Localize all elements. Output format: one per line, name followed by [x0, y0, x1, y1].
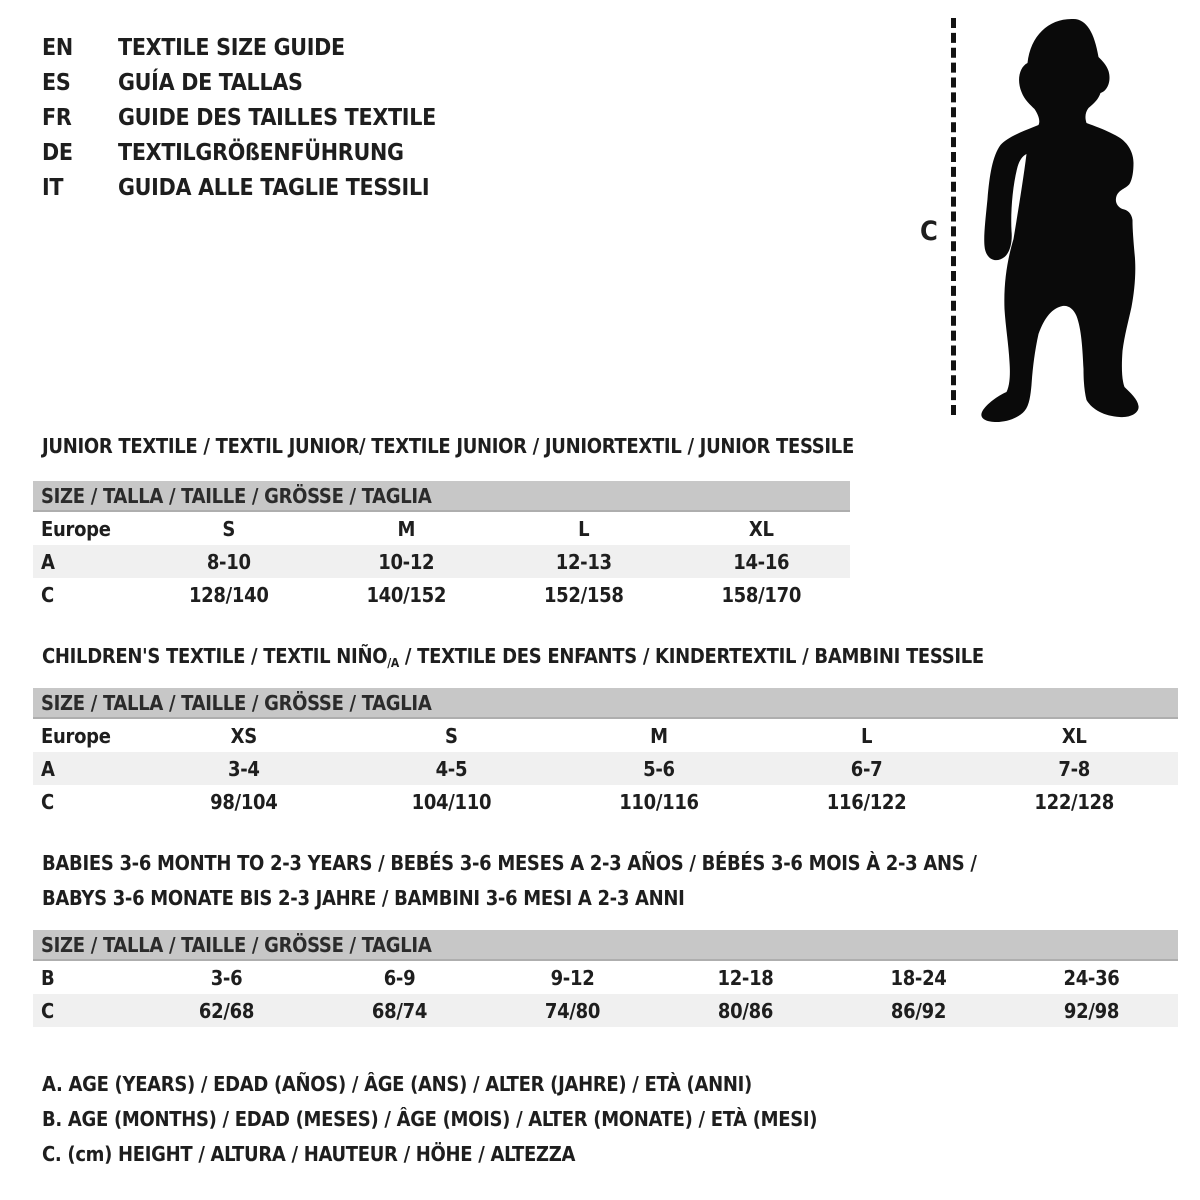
legend-line-c: C. (cm) HEIGHT / ALTURA / HAUTEUR / HÖHE / ALTEZZA [42, 1141, 576, 1166]
table-row [33, 994, 1178, 1027]
lang-row-fr [42, 100, 436, 135]
table-row [33, 930, 1178, 960]
height-cell: 98/104 [210, 789, 278, 814]
height-cell: 104/110 [411, 789, 492, 814]
junior-size-table [33, 481, 850, 611]
table-row [33, 481, 850, 511]
row-label: C [41, 582, 54, 607]
row-label: A [33, 752, 140, 785]
height-measure-dashed-line [951, 18, 956, 415]
table-row [33, 785, 1178, 818]
toddler-silhouette [968, 13, 1154, 425]
lang-title: GUIDE DES TAILLES TEXTILE [118, 104, 436, 131]
language-title-list [42, 30, 436, 205]
row-label: C [33, 994, 140, 1027]
babies-size-table [33, 930, 1178, 1027]
lang-row-es [42, 65, 436, 100]
children-title-suffix: / TEXTILE DES ENFANTS / KINDERTEXTIL / BAMBINI TESSILE [398, 644, 984, 668]
height-cell: 122/128 [1034, 789, 1114, 814]
row-label: A [33, 545, 140, 578]
row-label: Europe [41, 516, 111, 541]
age-cell: 6-9 [383, 965, 416, 990]
height-cell: 140/152 [366, 582, 447, 607]
junior-section-title: JUNIOR TEXTILE / TEXTIL JUNIOR/ TEXTILE JUNIOR / JUNIORTEXTIL / JUNIOR TESSILE [42, 434, 854, 458]
row-label: C [41, 789, 54, 814]
lang-row-de [42, 135, 436, 170]
height-cell: 152/158 [543, 582, 624, 607]
size-cell: S [222, 516, 236, 541]
legend-line-b: B. AGE (MONTHS) / EDAD (MESES) / ÂGE (MOIS) / ALTER (MONATE) / ETÀ (MESI) [42, 1106, 818, 1131]
height-cell: 110/116 [619, 789, 699, 814]
age-cell: 8-10 [140, 545, 318, 578]
age-cell: 3-4 [140, 752, 348, 785]
legend-line-a: A. AGE (YEARS) / EDAD (AÑOS) / ÂGE (ANS) / ALTER (JAHRE) / ETÀ (ANNI) [42, 1071, 752, 1096]
age-cell: 12-13 [495, 545, 673, 578]
age-cell: 24-36 [1063, 965, 1120, 990]
height-cell: 80/86 [659, 994, 832, 1027]
height-cell: 116/122 [826, 789, 907, 814]
age-cell: 7-8 [970, 752, 1178, 785]
row-label: B [41, 965, 55, 990]
size-header-bar: SIZE / TALLA / TAILLE / GRÖSSE / TAGLIA [33, 688, 1178, 718]
table-row [33, 688, 1178, 718]
age-cell: 10-12 [318, 545, 496, 578]
lang-code: FR [42, 104, 72, 131]
size-header-bar: SIZE / TALLA / TAILLE / GRÖSSE / TAGLIA [33, 930, 1178, 960]
lang-code: EN [42, 34, 73, 61]
table-row [33, 545, 850, 578]
row-label: Europe [41, 723, 111, 748]
age-cell: 18-24 [890, 965, 947, 990]
age-cell: 3-6 [210, 965, 243, 990]
height-cell: 68/74 [313, 994, 486, 1027]
table-row [33, 718, 1178, 752]
size-cell: L [860, 723, 873, 748]
lang-row-it [42, 170, 436, 205]
babies-section-title-line1: BABIES 3-6 MONTH TO 2-3 YEARS / BEBÉS 3-6 MESES A 2-3 AÑOS / BÉBÉS 3-6 MOIS À 2-3 ANS / [42, 851, 977, 875]
table-row [33, 511, 850, 545]
size-cell: L [578, 516, 590, 541]
measurement-legend [42, 1066, 817, 1171]
height-cell: 92/98 [1005, 994, 1178, 1027]
age-cell: 6-7 [763, 752, 971, 785]
age-cell: 9-12 [550, 965, 595, 990]
children-size-table [33, 688, 1178, 818]
table-row [33, 578, 850, 611]
lang-title: TEXTILE SIZE GUIDE [118, 34, 345, 61]
table-row [33, 960, 1178, 994]
lang-title: GUIDA ALLE TAGLIE TESSILI [118, 174, 430, 201]
size-cell: XS [230, 723, 257, 748]
size-cell: XL [1061, 723, 1087, 748]
children-section-title [42, 644, 984, 668]
size-cell: XL [748, 516, 774, 541]
lang-row-en [42, 30, 436, 65]
size-cell: M [650, 723, 668, 748]
height-cell: 158/170 [721, 582, 802, 607]
babies-section-title-line2: BABYS 3-6 MONATE BIS 2-3 JAHRE / BAMBINI 3-6 MESI A 2-3 ANNI [42, 886, 685, 910]
lang-title: TEXTILGRÖßENFÜHRUNG [118, 139, 404, 166]
height-cell: 74/80 [486, 994, 659, 1027]
lang-title: GUÍA DE TALLAS [118, 69, 303, 96]
lang-code: IT [42, 174, 64, 201]
children-title-subscript: /A [387, 656, 399, 670]
size-cell: S [445, 723, 458, 748]
lang-code: DE [42, 139, 73, 166]
lang-code: ES [42, 69, 71, 96]
size-cell: M [397, 516, 416, 541]
children-title-prefix: CHILDREN'S TEXTILE / TEXTIL NIÑO [42, 644, 388, 668]
height-cell: 128/140 [188, 582, 269, 607]
height-cell: 62/68 [140, 994, 313, 1027]
size-header-bar: SIZE / TALLA / TAILLE / GRÖSSE / TAGLIA [33, 481, 850, 511]
table-row [33, 752, 1178, 785]
age-cell: 4-5 [348, 752, 556, 785]
height-measure-label: C [920, 216, 938, 247]
age-cell: 5-6 [555, 752, 763, 785]
age-cell: 14-16 [673, 545, 851, 578]
age-cell: 12-18 [717, 965, 774, 990]
height-cell: 86/92 [832, 994, 1005, 1027]
